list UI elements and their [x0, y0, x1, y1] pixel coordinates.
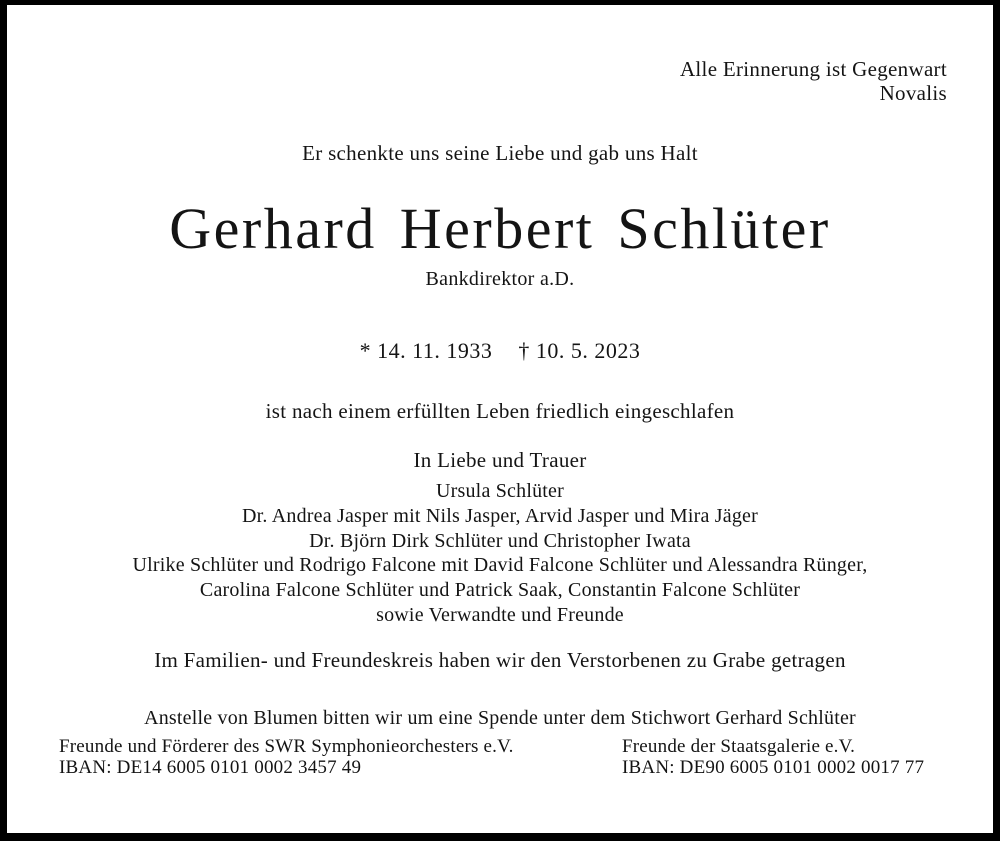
deceased-title: Bankdirektor a.D. [425, 268, 575, 290]
deceased-name: Gerhard Herbert Schlüter [169, 196, 831, 261]
recipient-name: Freunde und Förderer des SWR Symphonieorchesters e.V. [59, 736, 514, 757]
recipient-iban: IBAN: DE14 6005 0101 0002 3457 49 [59, 757, 362, 778]
mourner-line: Ursula Schlüter [436, 480, 564, 502]
mourner-line: Dr. Andrea Jasper mit Nils Jasper, Arvid Jasper und Mira Jäger [242, 504, 758, 527]
memorial-quote: Alle Erinnerung ist Gegenwart [679, 57, 947, 81]
birth-date [360, 338, 493, 363]
death-date [518, 338, 640, 363]
death-date-value: 10. 5. 2023 [535, 338, 641, 363]
donation-note: Anstelle von Blumen bitten wir um eine Spende unter dem Stichwort Gerhard Schlüter [144, 707, 856, 729]
mourner-line: Carolina Falcone Schlüter und Patrick Saak, Constantin Falcone Schlüter [199, 579, 801, 602]
memorial-quote-block [680, 57, 947, 105]
recipient-name: Freunde der Staatsgalerie e.V. [622, 736, 856, 757]
condolence-statement: ist nach einem erfüllten Leben friedlich eingeschlafen [265, 399, 735, 423]
mourner-line: Ulrike Schlüter und Rodrigo Falcone mit David Falcone Schlüter und Alessandra Rünger, [132, 554, 868, 577]
birth-date-value: 14. 11. 1933 [377, 338, 493, 363]
mourner-line: Dr. Björn Dirk Schlüter und Christopher Iwata [309, 529, 691, 552]
recipient-iban: IBAN: DE90 6005 0101 0002 0017 77 [622, 757, 925, 778]
burial-line: Im Familien- und Freundeskreis haben wir den Verstorbenen zu Grabe getragen [154, 648, 846, 672]
quote-attribution: Novalis [879, 81, 947, 105]
mourner-line: sowie Verwandte und Freunde [376, 603, 624, 626]
intro-line: Er schenkte uns seine Liebe und gab uns Halt [302, 141, 698, 165]
death-symbol: † [518, 338, 530, 363]
mourning-heading: In Liebe und Trauer [413, 448, 587, 472]
birth-symbol: * [359, 338, 372, 363]
life-dates [7, 338, 993, 364]
mourners-list [7, 479, 993, 628]
donation-recipient-left [59, 736, 514, 778]
donation-recipient-right [622, 736, 924, 778]
